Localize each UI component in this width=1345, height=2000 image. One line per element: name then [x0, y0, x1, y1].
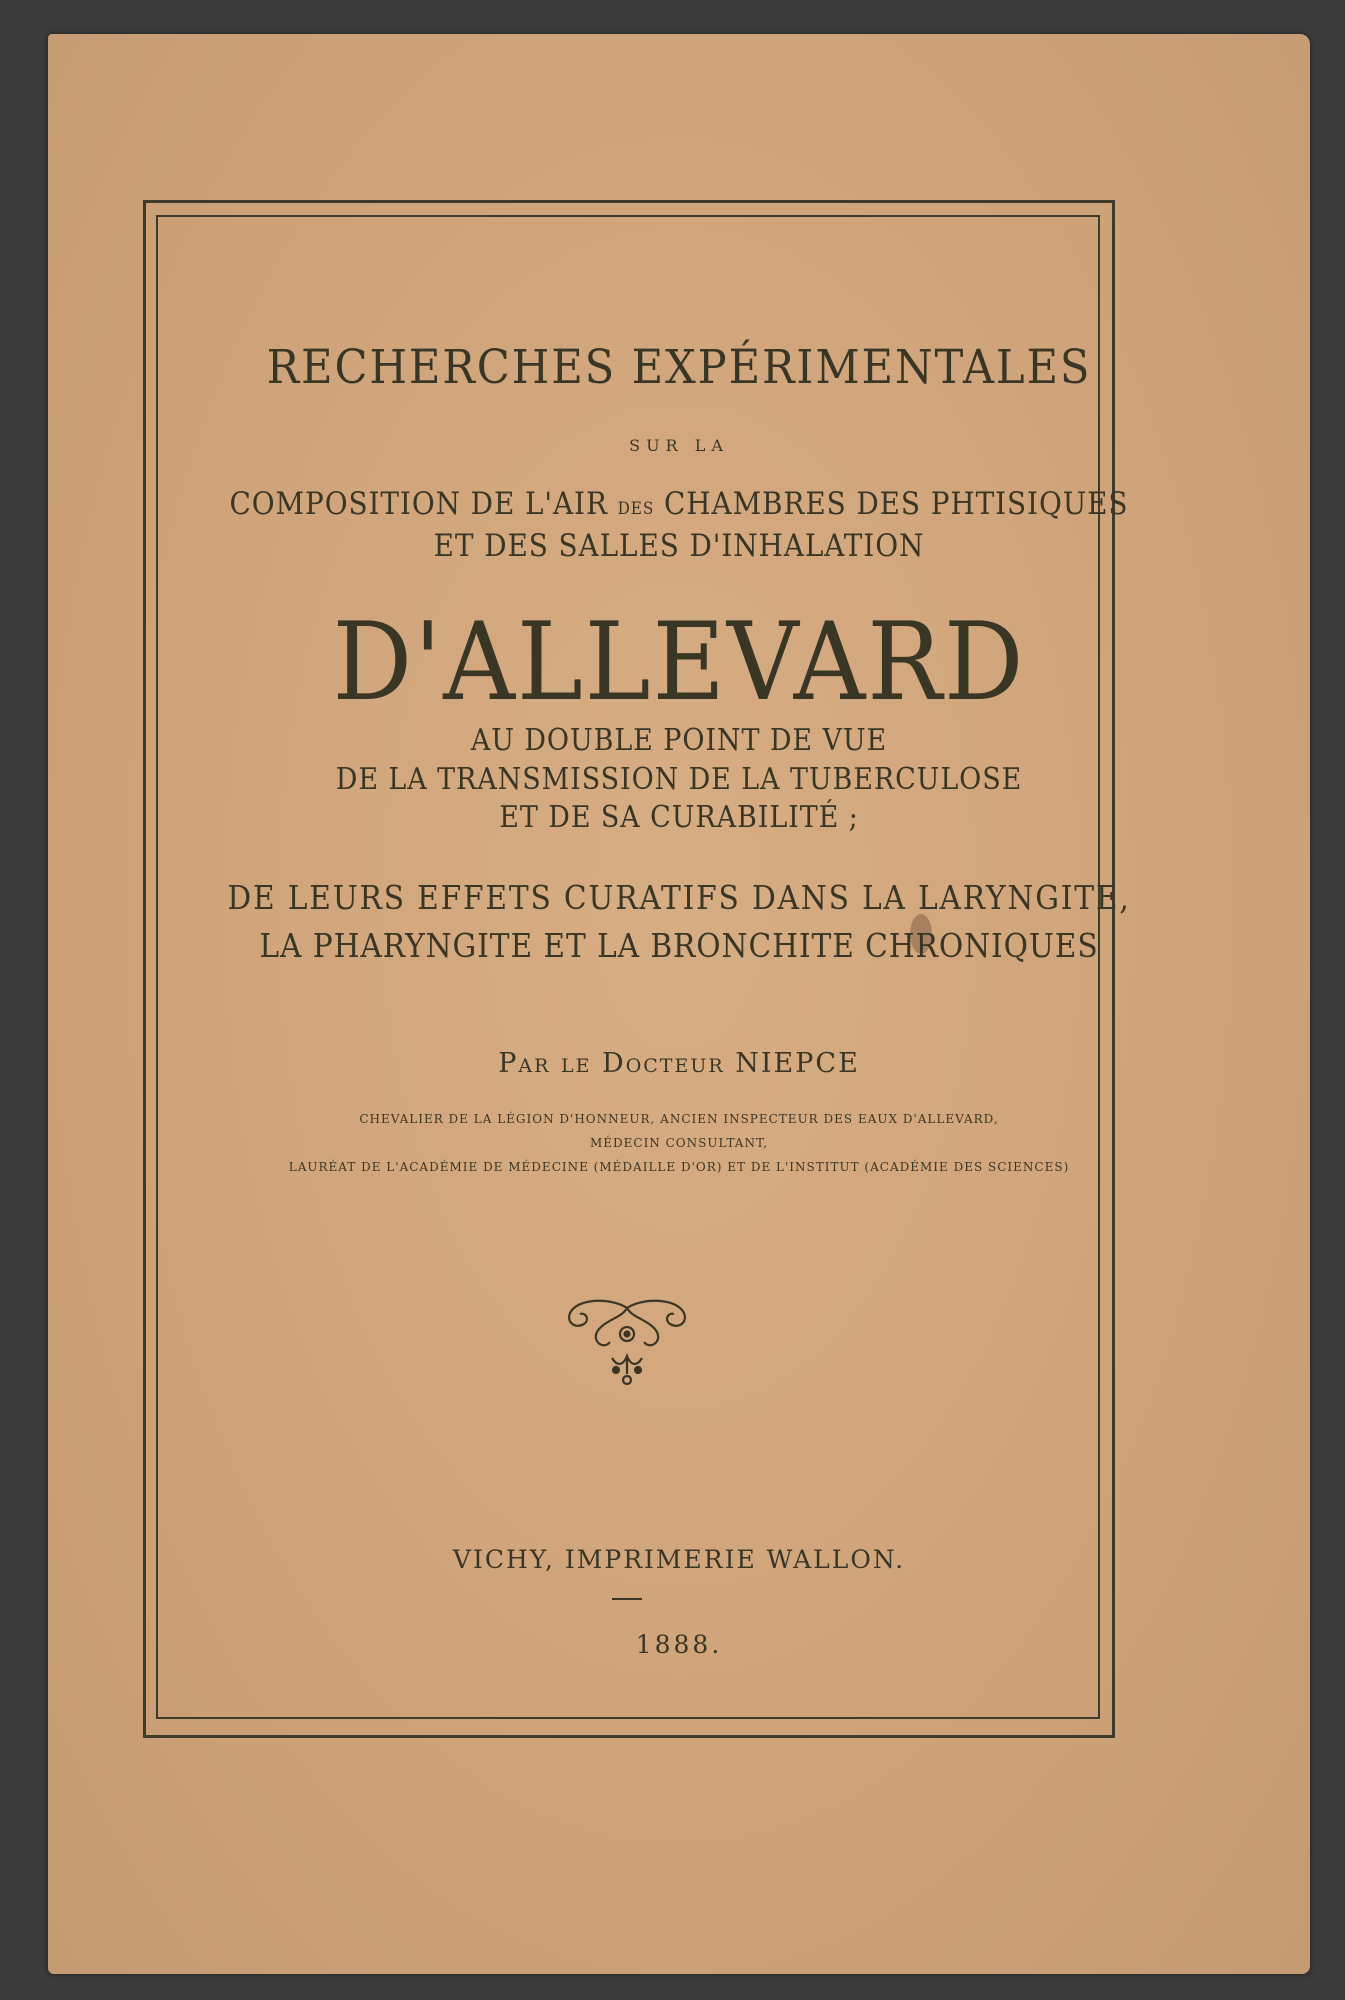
credentials-line-1: CHEVALIER DE LA LÉGION D'HONNEUR, ANCIEN INSPECTEUR DES EAUX D'ALLEVARD,: [359, 1112, 999, 1126]
author-line: Par le Docteur NIEPCE: [498, 1048, 860, 1079]
main-title: D'ALLEVARD: [332, 600, 1026, 725]
subtitle-line-1: AU DOUBLE POINT DE VUE: [470, 723, 888, 758]
subtitle-line-4: DE LEURS EFFETS CURATIFS DANS LA LARYNGITE,: [227, 878, 1131, 917]
subtitle-line-2: DE LA TRANSMISSION DE LA TUBERCULOSE: [335, 762, 1023, 797]
year-line: 1888.: [635, 1630, 723, 1659]
credentials-line-2: MÉDECIN CONSULTANT,: [589, 1136, 769, 1150]
credentials-line-3: LAURÉAT DE L'ACADÉMIE DE MÉDECINE (MÉDAILLE D'OR) ET DE L'INSTITUT (ACADÉMIE DES SCIENCES): [288, 1160, 1070, 1174]
title-line-3-part-a: COMPOSITION DE L'AIR: [229, 486, 608, 522]
separator-dash: [612, 1598, 642, 1600]
subtitle-line-3: ET DE SA CURABILITÉ ;: [499, 800, 859, 835]
title-line-3-part-c: CHAMBRES DES PHTISIQUES: [664, 486, 1129, 522]
title-line-2: SUR LA: [629, 436, 729, 455]
fleuron-ornament-icon: [552, 1298, 702, 1388]
title-line-3: [111, 486, 1247, 522]
publisher-line: VICHY, IMPRIMERIE WALLON.: [452, 1545, 906, 1574]
title-line-4: ET DES SALLES D'INHALATION: [433, 528, 925, 564]
subtitle-line-5: LA PHARYNGITE ET LA BRONCHITE CHRONIQUES: [259, 926, 1099, 965]
title-line-3-part-b: DES: [617, 499, 655, 519]
title-line-1: RECHERCHES EXPÉRIMENTALES: [266, 340, 1092, 395]
